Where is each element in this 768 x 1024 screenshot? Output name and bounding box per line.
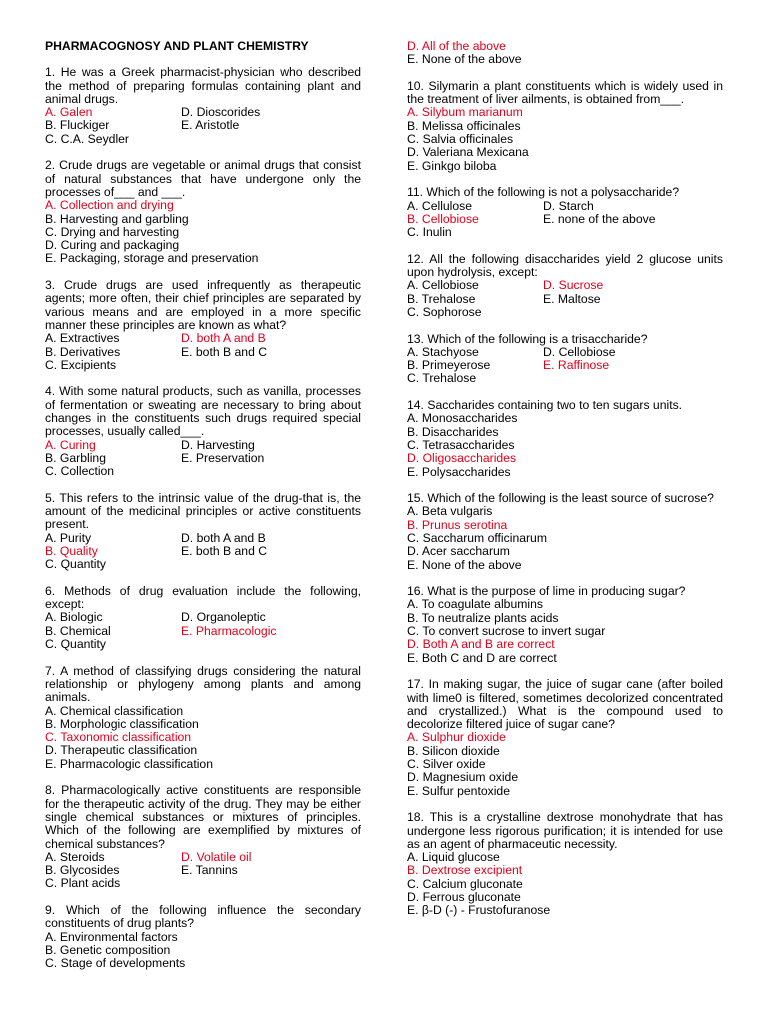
answer-option: A. Cellobiose bbox=[407, 278, 479, 293]
question-text: 1. He was a Greek pharmacist-physician who described the method of preparing formulas containing plant and animal drugs. bbox=[45, 65, 361, 106]
answer-option-correct: D. Volatile oil bbox=[181, 849, 252, 864]
answer-option: A. Liquid glucose bbox=[407, 850, 500, 865]
answer-option-correct: D. Oligosaccharides bbox=[407, 451, 517, 466]
answer-option: D. both A and B bbox=[181, 530, 266, 545]
answer-option: C. Drying and harvesting bbox=[45, 224, 180, 239]
answer-option: C. C.A. Seydler bbox=[45, 131, 129, 146]
document-title: PHARMACOGNOSY AND PLANT CHEMISTRY bbox=[45, 39, 309, 53]
answer-option: E. Packaging, storage and preservation bbox=[45, 251, 259, 266]
answer-option: B. Trehalose bbox=[407, 291, 476, 306]
answer-option: C. Excipients bbox=[45, 357, 117, 372]
answer-option-correct: B. Cellobiose bbox=[407, 211, 479, 226]
answer-option-correct: B. Quality bbox=[45, 543, 98, 558]
answer-option: C. Inulin bbox=[407, 225, 452, 240]
question-block bbox=[407, 811, 723, 917]
question-block bbox=[45, 492, 361, 572]
answer-option: A. Chemical classification bbox=[45, 703, 184, 718]
answer-options bbox=[407, 200, 723, 240]
answer-option: C. To convert sucrose to invert sugar bbox=[407, 624, 606, 639]
answer-option: E. both B and C bbox=[181, 543, 268, 558]
answer-option: B. Chemical bbox=[45, 623, 111, 638]
answer-option: E. Maltose bbox=[543, 291, 601, 306]
answer-option: C. Stage of developments bbox=[45, 956, 186, 971]
question-text: 17. In making sugar, the juice of sugar cane (after boiled with lime0 is filtered, sometimes decolorized concentrated and crystallized.) What is the compound used to decolorize filtered juice of sugar cane? bbox=[407, 677, 723, 732]
answer-option-correct: D. All of the above bbox=[407, 39, 506, 53]
answer-option-correct: E. Raffinose bbox=[543, 358, 610, 373]
answer-option: D. Curing and packaging bbox=[45, 238, 180, 253]
answer-options bbox=[45, 332, 361, 372]
answer-option: E. Ginkgo biloba bbox=[407, 158, 497, 173]
answer-option: E. none of the above bbox=[543, 211, 656, 226]
question-block bbox=[45, 784, 361, 890]
answer-option-correct: E. Pharmacologic bbox=[181, 623, 277, 638]
answer-option: C. Plant acids bbox=[45, 876, 121, 891]
answer-option: C. Saccharum officinarum bbox=[407, 530, 547, 545]
answer-option: B. Disaccharides bbox=[407, 424, 499, 439]
answer-options bbox=[407, 851, 723, 917]
answer-option: C. Sophorose bbox=[407, 304, 482, 319]
question-block bbox=[45, 159, 361, 265]
answer-option-correct: A. Curing bbox=[45, 437, 96, 452]
question-9-continued-options bbox=[407, 40, 723, 67]
question-block bbox=[45, 665, 361, 771]
question-block bbox=[407, 186, 723, 239]
question-text: 2. Crude drugs are vegetable or animal drugs that consist of natural substances that have undergone only the processes of___ and ___. bbox=[45, 158, 361, 199]
question-block bbox=[407, 80, 723, 173]
answer-option: A. Steroids bbox=[45, 849, 105, 864]
answer-options bbox=[45, 851, 361, 891]
answer-option: D. Magnesium oxide bbox=[407, 770, 519, 785]
answer-option: E. β-D (-) - Frustofuranose bbox=[407, 903, 551, 918]
answer-option-correct: D. both A and B bbox=[181, 331, 266, 346]
question-block bbox=[45, 385, 361, 478]
answer-option-correct: B. Dextrose excipient bbox=[407, 863, 523, 878]
answer-option: A. Cellulose bbox=[407, 198, 473, 213]
right-question-list bbox=[407, 80, 723, 918]
answer-option: C. Collection bbox=[45, 464, 115, 479]
answer-option: D. Acer saccharum bbox=[407, 544, 510, 559]
answer-option: A. Extractives bbox=[45, 331, 120, 346]
right-column bbox=[407, 40, 723, 931]
answer-option: C. Calcium gluconate bbox=[407, 876, 523, 891]
answer-option: A. Purity bbox=[45, 530, 92, 545]
answer-option-correct: D. Both A and B are correct bbox=[407, 637, 555, 652]
answer-option: A. Beta vulgaris bbox=[407, 504, 493, 519]
answer-options bbox=[45, 532, 361, 572]
answer-option: C. Trehalose bbox=[407, 371, 477, 386]
answer-option: B. Melissa officinales bbox=[407, 118, 521, 133]
question-text: 6. Methods of drug evaluation include the following, except: bbox=[45, 583, 361, 612]
question-text: 16. What is the purpose of lime in producing sugar? bbox=[407, 584, 686, 599]
answer-option: E. Preservation bbox=[181, 450, 265, 465]
answer-option-correct: C. Taxonomic classification bbox=[45, 730, 192, 745]
answer-option: D. Valeriana Mexicana bbox=[407, 145, 529, 160]
answer-options bbox=[407, 106, 723, 172]
answer-option: D. Dioscorides bbox=[181, 105, 261, 120]
answer-options bbox=[407, 598, 723, 664]
answer-option-correct: B. Prunus serotina bbox=[407, 517, 508, 532]
answer-options bbox=[45, 106, 361, 146]
left-column bbox=[45, 40, 361, 984]
question-text: 14. Saccharides containing two to ten sugars units. bbox=[407, 398, 683, 413]
question-block bbox=[407, 399, 723, 479]
answer-option: C. Silver oxide bbox=[407, 757, 486, 772]
question-text: 9. Which of the following influence the secondary constituents of drug plants? bbox=[45, 903, 361, 931]
question-block bbox=[407, 333, 723, 386]
answer-option: E. Tannins bbox=[181, 863, 238, 878]
answer-option-correct: A. Silybum marianum bbox=[407, 105, 523, 120]
question-text: 4. With some natural products, such as vanilla, processes of fermentation or sweating are necessary to bring about changes in the constituents such drugs required special processes, usually called___. bbox=[45, 384, 361, 439]
answer-option: D. Starch bbox=[543, 198, 594, 213]
answer-option: A. To coagulate albumins bbox=[407, 597, 543, 612]
answer-option: B. Garbling bbox=[45, 450, 106, 465]
question-text: 12. All the following disaccharides yield 2 glucose units upon hydrolysis, except: bbox=[407, 251, 723, 280]
answer-option: B. Primeyerose bbox=[407, 358, 491, 373]
question-text: 11. Which of the following is not a polysaccharide? bbox=[407, 185, 680, 200]
answer-options bbox=[407, 412, 723, 478]
answer-options bbox=[407, 731, 723, 797]
answer-options bbox=[407, 505, 723, 571]
question-block bbox=[45, 66, 361, 146]
answer-option: B. Harvesting and garbling bbox=[45, 211, 189, 226]
answer-option: E. Sulfur pentoxide bbox=[407, 783, 510, 798]
answer-option-correct: A. Collection and drying bbox=[45, 198, 174, 213]
question-text: 13. Which of the following is a trisaccharide? bbox=[407, 331, 648, 346]
answer-options bbox=[45, 611, 361, 651]
question-block bbox=[45, 279, 361, 372]
answer-option: E. Both C and D are correct bbox=[407, 650, 557, 665]
answer-option: E. both B and C bbox=[181, 344, 268, 359]
question-text: 3. Crude drugs are used infrequently as therapeutic agents; more often, their chief principles are separated by various means and are employed in a more specific manner these principles are known as what? bbox=[45, 278, 361, 332]
answer-option: B. Glycosides bbox=[45, 863, 120, 878]
question-block bbox=[45, 904, 361, 970]
answer-option: B. Morphologic classification bbox=[45, 716, 199, 731]
left-question-list bbox=[45, 66, 361, 970]
answer-option: E. Pharmacologic classification bbox=[45, 756, 213, 771]
question-text: 15. Which of the following is the least source of sucrose? bbox=[407, 491, 714, 506]
question-text: 7. A method of classifying drugs considering the natural relationship or phylogeny among plants and among animals. bbox=[45, 663, 361, 705]
question-block bbox=[407, 253, 723, 319]
answer-option: A. Stachyose bbox=[407, 344, 479, 359]
answer-options bbox=[45, 199, 361, 265]
answer-option: C. Quantity bbox=[45, 637, 106, 652]
answer-options bbox=[45, 931, 361, 971]
answer-options bbox=[45, 439, 361, 479]
answer-option: B. To neutralize plants acids bbox=[407, 610, 559, 625]
question-block bbox=[45, 585, 361, 651]
answer-option: D. Organoleptic bbox=[181, 610, 266, 625]
answer-option: E. Aristotle bbox=[181, 118, 240, 133]
answer-option-correct: A. Galen bbox=[45, 105, 93, 120]
question-text: 10. Silymarin a plant constituents which is widely used in the treatment of liver ailments, is obtained from___. bbox=[407, 78, 723, 107]
answer-option: D. Therapeutic classification bbox=[45, 743, 198, 758]
answer-option: E. None of the above bbox=[407, 557, 522, 572]
answer-option: D. Harvesting bbox=[181, 437, 255, 452]
answer-option: B. Silicon dioxide bbox=[407, 743, 500, 758]
answer-option: B. Genetic composition bbox=[45, 942, 171, 957]
answer-option: B. Fluckiger bbox=[45, 118, 110, 133]
question-block bbox=[407, 585, 723, 665]
question-text: 5. This refers to the intrinsic value of the drug-that is, the amount of the medicinal principles or active constituents present. bbox=[45, 490, 361, 532]
question-block bbox=[407, 492, 723, 572]
answer-option: E. None of the above bbox=[407, 52, 522, 67]
question-block bbox=[407, 678, 723, 798]
answer-option: E. Polysaccharides bbox=[407, 464, 511, 479]
answer-option: A. Monosaccharides bbox=[407, 411, 518, 426]
answer-options bbox=[407, 279, 723, 319]
answer-option: D. Ferrous gluconate bbox=[407, 890, 521, 904]
answer-option-correct: A. Sulphur dioxide bbox=[407, 730, 506, 745]
question-text: 18. This is a crystalline dextrose monohydrate that has undergone less rigorous purification; it is intended for use as an agent of pharmaceutic necessity. bbox=[407, 810, 723, 851]
answer-options bbox=[45, 705, 361, 771]
answer-option: C. Salvia officinales bbox=[407, 132, 514, 147]
answer-option: A. Environmental factors bbox=[45, 929, 178, 944]
answer-option: A. Biologic bbox=[45, 610, 103, 625]
answer-option-correct: D. Sucrose bbox=[543, 278, 604, 293]
answer-options bbox=[407, 346, 723, 386]
question-text: 8. Pharmacologically active constituents are responsible for the therapeutic activity of the drug. They may be either single chemical substances or mixtures of principles. Which of the following are exemplified by mixtures of chemical substances? bbox=[45, 783, 361, 851]
answer-option: C. Quantity bbox=[45, 557, 106, 572]
answer-option: D. Cellobiose bbox=[543, 344, 616, 359]
answer-option: B. Derivatives bbox=[45, 344, 121, 359]
answer-option: C. Tetrasaccharides bbox=[407, 437, 515, 452]
